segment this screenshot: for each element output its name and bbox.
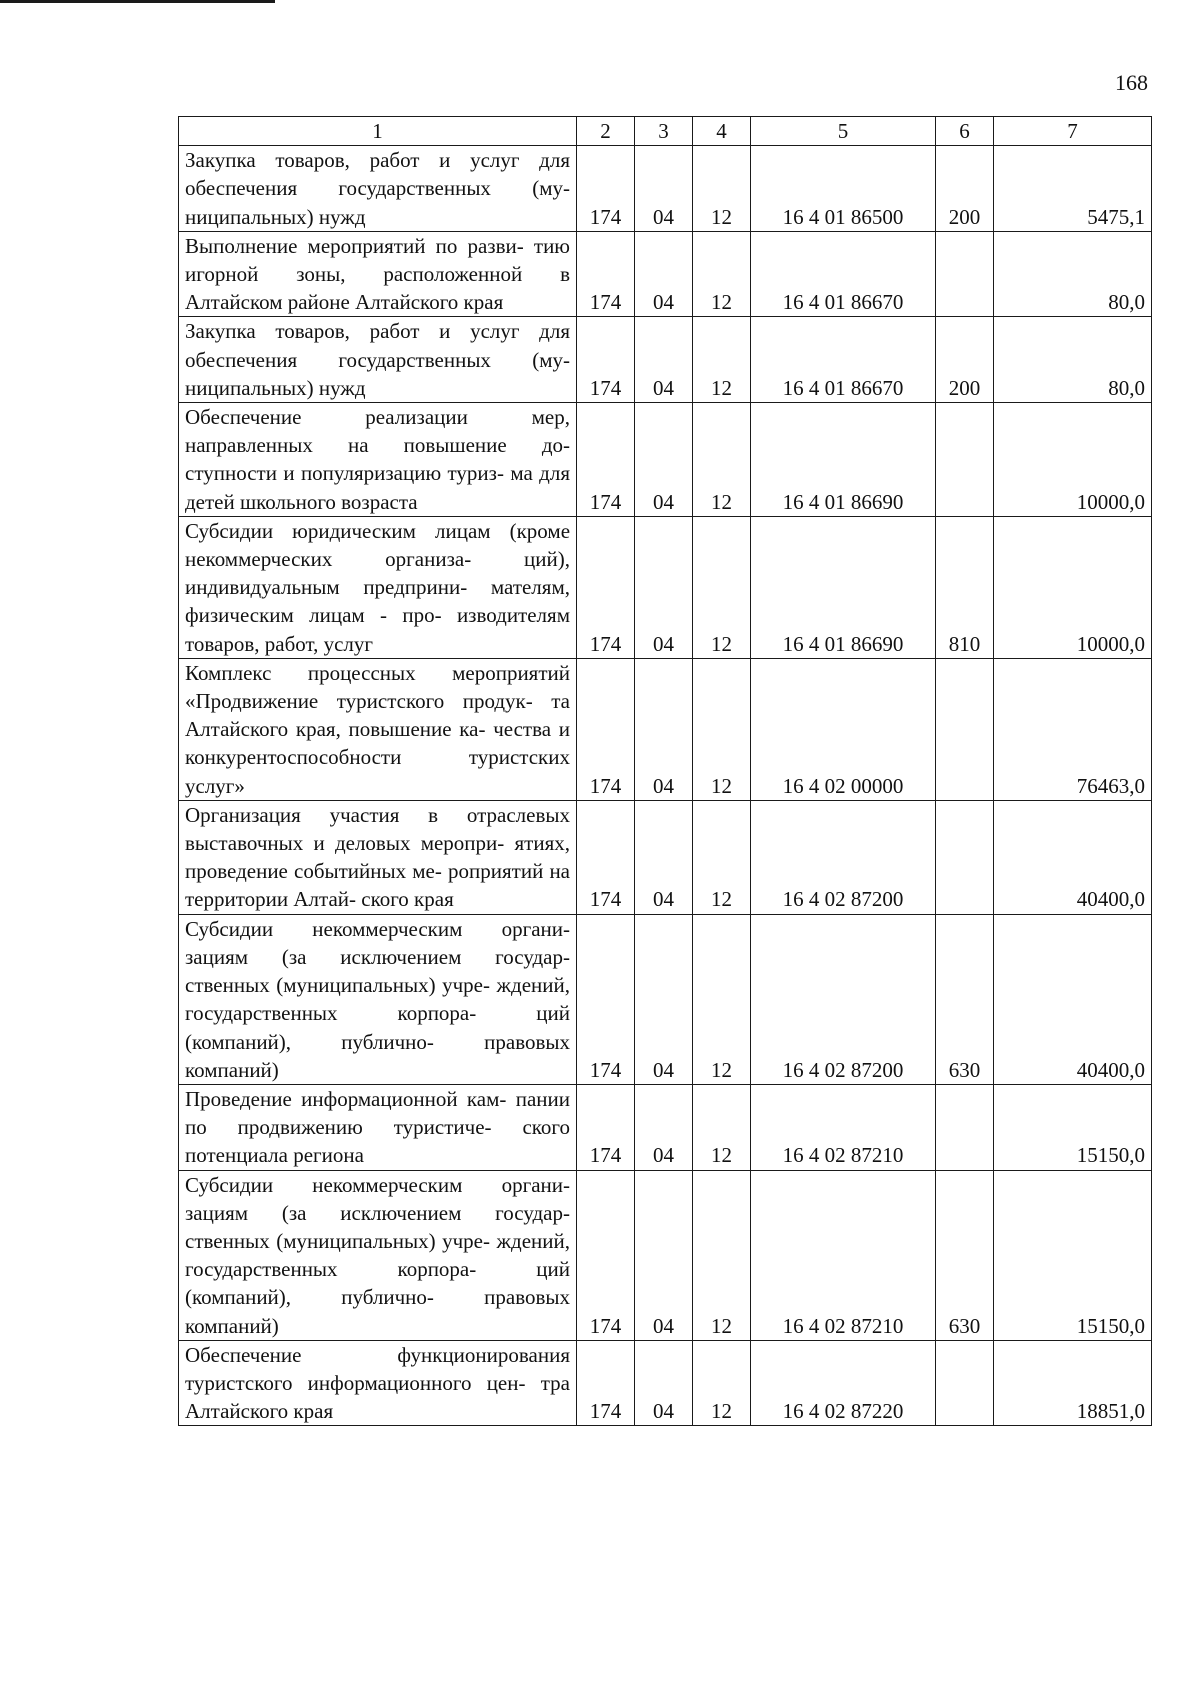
- table-row: [179, 800, 1152, 914]
- section-code: 04: [635, 403, 693, 517]
- description-line: ждений, государственных корпора-: [185, 973, 571, 1026]
- table-row: [179, 231, 1152, 317]
- description-line: правовых компаний): [185, 1285, 570, 1338]
- description-line: ждений, государственных корпора-: [185, 1228, 571, 1282]
- description-line: Субсидии некоммерческим органи-: [185, 916, 570, 941]
- table-header-row: [179, 117, 1152, 146]
- description-line: ниципальных) нужд: [185, 204, 366, 229]
- description-line: Обеспечение функционирования: [185, 1342, 570, 1367]
- expense-type-code: [936, 231, 994, 317]
- row-description: [179, 658, 577, 800]
- description-line: зациям (за исключением государ-: [185, 944, 570, 969]
- target-article-code: 16 4 02 87220: [751, 1340, 936, 1426]
- expense-type-code: [936, 800, 994, 914]
- table-row: [179, 658, 1152, 800]
- expense-type-code: 810: [936, 516, 994, 658]
- subsection-code: 12: [693, 1084, 751, 1170]
- top-rule: [0, 0, 275, 3]
- description-line: Комплекс процессных мероприятий: [185, 660, 570, 685]
- amount: 15150,0: [994, 1170, 1152, 1340]
- section-code: 04: [635, 800, 693, 914]
- description-line: Субсидии юридическим лицам: [185, 518, 491, 543]
- subsection-code: 12: [693, 658, 751, 800]
- description-line: ма для детей школьного возраста: [185, 461, 570, 514]
- expense-type-code: [936, 1084, 994, 1170]
- section-code: 04: [635, 146, 693, 232]
- amount: 80,0: [994, 231, 1152, 317]
- header-col-3: 3: [635, 117, 693, 146]
- target-article-code: 16 4 01 86670: [751, 231, 936, 317]
- header-col-1: 1: [179, 117, 577, 146]
- description-line: ступности и популяризацию туриз-: [185, 461, 504, 486]
- description-line: правовых компаний): [185, 1029, 570, 1082]
- description-line: (кроме некоммерческих организа-: [185, 518, 571, 572]
- row-description: [179, 1084, 577, 1170]
- description-line: обеспечения государственных (му-: [185, 176, 570, 201]
- subsection-code: 12: [693, 800, 751, 914]
- description-line: Субсидии некоммерческим органи-: [185, 1172, 570, 1197]
- description-line: Проведение информационной кам-: [185, 1086, 507, 1111]
- amount: 15150,0: [994, 1084, 1152, 1170]
- amount: 40400,0: [994, 800, 1152, 914]
- target-article-code: 16 4 01 86670: [751, 317, 936, 403]
- expense-type-code: [936, 403, 994, 517]
- subsection-code: 12: [693, 146, 751, 232]
- description-line: края: [463, 290, 504, 315]
- description-line: Закупка товаров, работ и услуг для: [185, 319, 570, 344]
- description-line: пании по продвижению туристиче-: [185, 1086, 571, 1140]
- chapter-code: 174: [577, 1170, 635, 1340]
- header-col-2: 2: [577, 117, 635, 146]
- subsection-code: 12: [693, 317, 751, 403]
- table-row: [179, 1170, 1152, 1340]
- row-description: [179, 231, 577, 317]
- expense-type-code: 200: [936, 317, 994, 403]
- row-description: [179, 914, 577, 1084]
- expense-type-code: 200: [936, 146, 994, 232]
- target-article-code: 16 4 01 86690: [751, 516, 936, 658]
- expense-type-code: [936, 1340, 994, 1426]
- subsection-code: 12: [693, 914, 751, 1084]
- subsection-code: 12: [693, 1340, 751, 1426]
- subsection-code: 12: [693, 516, 751, 658]
- header-col-5: 5: [751, 117, 936, 146]
- description-line: туристского информационного цен-: [185, 1370, 526, 1395]
- section-code: 04: [635, 1340, 693, 1426]
- header-col-7: 7: [994, 117, 1152, 146]
- row-description: [179, 800, 577, 914]
- chapter-code: 174: [577, 146, 635, 232]
- description-line: изводителям товаров, работ, услуг: [185, 603, 570, 656]
- description-line: ций), индивидуальным предприни-: [185, 547, 571, 600]
- description-line: туристских услуг»: [185, 745, 570, 798]
- row-description: [179, 516, 577, 658]
- description-line: в Алтайском районе Алтайского: [185, 262, 570, 315]
- chapter-code: 174: [577, 914, 635, 1084]
- section-code: 04: [635, 1084, 693, 1170]
- row-description: [179, 317, 577, 403]
- description-line: ций (компаний), публично-: [185, 1257, 570, 1310]
- chapter-code: 174: [577, 317, 635, 403]
- row-description: [179, 1340, 577, 1426]
- row-description: [179, 146, 577, 232]
- amount: 10000,0: [994, 516, 1152, 658]
- table-row: [179, 914, 1152, 1084]
- description-line: ственных (муниципальных) учре-: [185, 1228, 490, 1253]
- table-row: [179, 1340, 1152, 1426]
- budget-table: [178, 116, 1152, 1426]
- expense-type-code: 630: [936, 914, 994, 1084]
- table-body: [179, 146, 1152, 1426]
- subsection-code: 12: [693, 231, 751, 317]
- chapter-code: 174: [577, 516, 635, 658]
- chapter-code: 174: [577, 1340, 635, 1426]
- section-code: 04: [635, 516, 693, 658]
- description-line: Обеспечение реализации мер,: [185, 405, 570, 430]
- description-line: ятиях, проведение событийных ме-: [185, 831, 570, 884]
- description-line: Выполнение мероприятий по разви-: [185, 233, 524, 258]
- target-article-code: 16 4 01 86690: [751, 403, 936, 517]
- section-code: 04: [635, 317, 693, 403]
- subsection-code: 12: [693, 403, 751, 517]
- amount: 80,0: [994, 317, 1152, 403]
- description-line: Закупка товаров, работ и услуг для: [185, 148, 570, 173]
- chapter-code: 174: [577, 1084, 635, 1170]
- description-line: роприятий на территории Алтай-: [185, 859, 570, 912]
- description-line: направленных на повышение до-: [185, 433, 570, 458]
- subsection-code: 12: [693, 1170, 751, 1340]
- section-code: 04: [635, 231, 693, 317]
- description-line: «Продвижение туристского продук-: [185, 689, 533, 714]
- description-line: зациям (за исключением государ-: [185, 1200, 570, 1225]
- expense-type-code: 630: [936, 1170, 994, 1340]
- description-line: ского потенциала региона: [185, 1115, 570, 1168]
- target-article-code: 16 4 02 87200: [751, 800, 936, 914]
- row-description: [179, 403, 577, 517]
- table-row: [179, 1084, 1152, 1170]
- table-row: [179, 146, 1152, 232]
- section-code: 04: [635, 1170, 693, 1340]
- description-line: тию игорной зоны, расположенной: [185, 233, 570, 287]
- chapter-code: 174: [577, 231, 635, 317]
- target-article-code: 16 4 01 86500: [751, 146, 936, 232]
- row-description: [179, 1170, 577, 1340]
- description-line: тра Алтайского края: [185, 1370, 571, 1424]
- target-article-code: 16 4 02 00000: [751, 658, 936, 800]
- amount: 5475,1: [994, 146, 1152, 232]
- header-col-4: 4: [693, 117, 751, 146]
- description-line: мателям, физическим лицам - про-: [185, 575, 570, 628]
- amount: 76463,0: [994, 658, 1152, 800]
- expense-type-code: [936, 658, 994, 800]
- description-line: ниципальных) нужд: [185, 375, 366, 400]
- page-number: 168: [1115, 70, 1148, 95]
- table-row: [179, 516, 1152, 658]
- section-code: 04: [635, 914, 693, 1084]
- section-code: 04: [635, 658, 693, 800]
- header-col-6: 6: [936, 117, 994, 146]
- amount: 18851,0: [994, 1340, 1152, 1426]
- description-line: ций (компаний), публично-: [185, 1001, 570, 1054]
- target-article-code: 16 4 02 87210: [751, 1084, 936, 1170]
- description-line: обеспечения государственных (му-: [185, 347, 570, 372]
- target-article-code: 16 4 02 87210: [751, 1170, 936, 1340]
- description-line: та Алтайского края, повышение ка-: [185, 689, 570, 742]
- chapter-code: 174: [577, 658, 635, 800]
- description-line: Организация участия в отраслевых: [185, 802, 570, 827]
- chapter-code: 174: [577, 800, 635, 914]
- amount: 40400,0: [994, 914, 1152, 1084]
- description-line: выставочных и деловых меропри-: [185, 831, 505, 856]
- target-article-code: 16 4 02 87200: [751, 914, 936, 1084]
- description-line: чества и конкурентоспособности: [185, 717, 570, 770]
- chapter-code: 174: [577, 403, 635, 517]
- description-line: ственных (муниципальных) учре-: [185, 973, 490, 998]
- amount: 10000,0: [994, 403, 1152, 517]
- description-line: ского края: [361, 887, 454, 912]
- table-row: [179, 317, 1152, 403]
- table-row: [179, 403, 1152, 517]
